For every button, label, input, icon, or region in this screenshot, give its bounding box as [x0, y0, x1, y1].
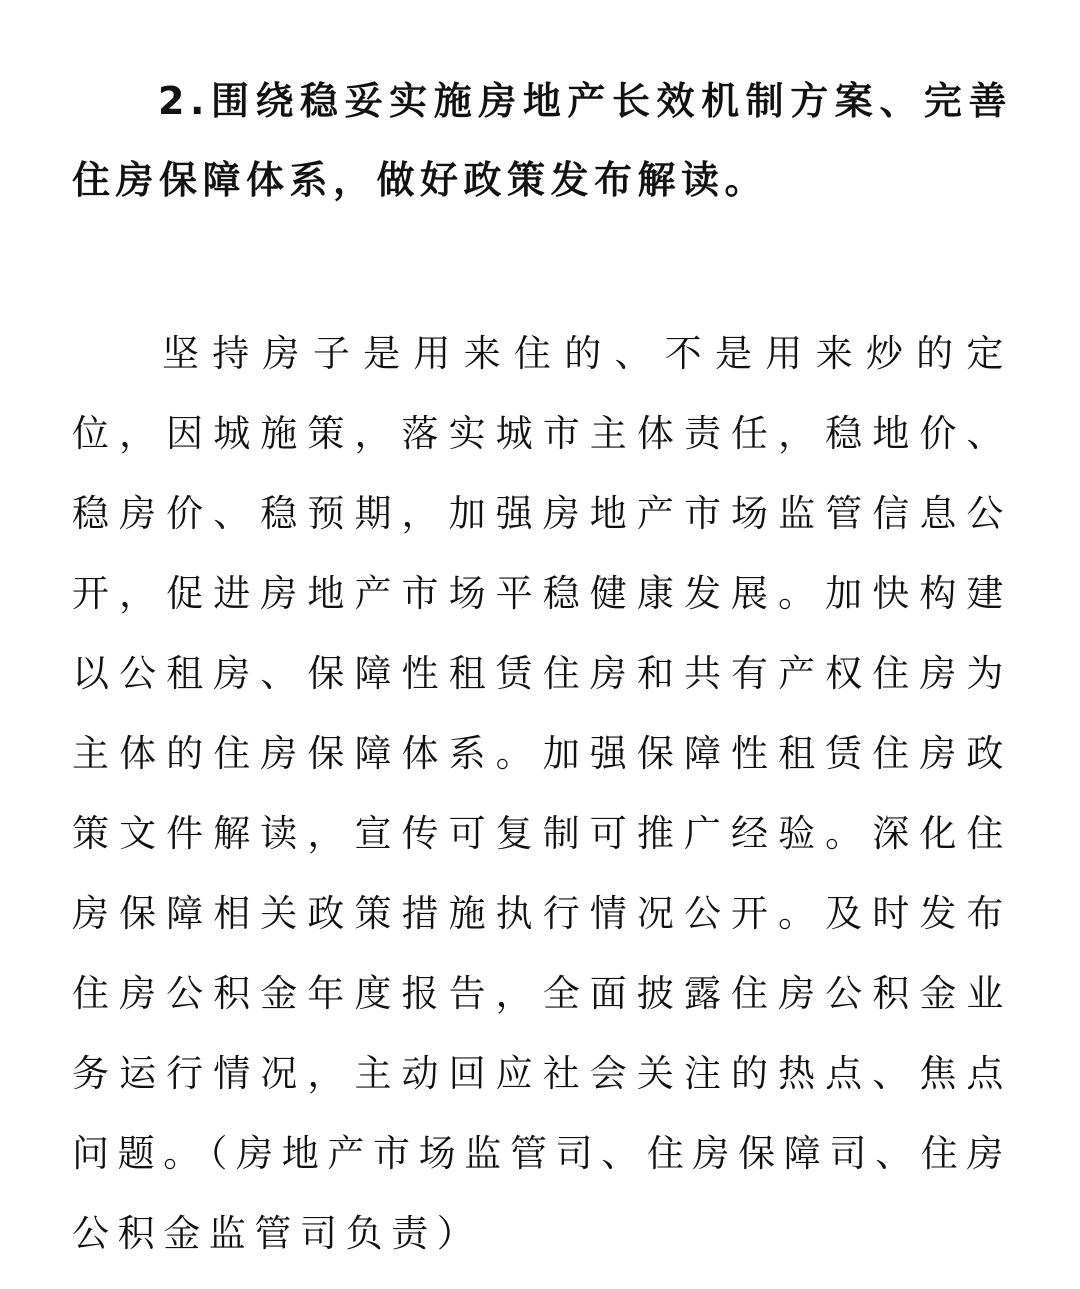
- section-heading: 2.围绕稳妥实施房地产长效机制方案、完善住房保障体系，做好政策发布解读。: [72, 79, 1012, 202]
- document-page: [72, 62, 1012, 1274]
- body-paragraph: 坚持房子是用来住的、不是用来炒的定位，因城施策，落实城市主体责任，稳地价、稳房价、稳预期，加强房地产市场监管信息公开，促进房地产市场平稳健康发展。加快构建以公租房、保障性租赁住房和共有产权住房为主体的住房保障体系。加强保障性租赁住房政策文件解读，宣传可复制可推广经验。深化住房保障相关政策措施执行情况公开。及时发布住房公积金年度报告，全面披露住房公积金业务运行情况，主动回应社会关注的热点、焦点问题。（房地产市场监管司、住房保障司、住房公积金监管司负责）: [72, 332, 1012, 1255]
